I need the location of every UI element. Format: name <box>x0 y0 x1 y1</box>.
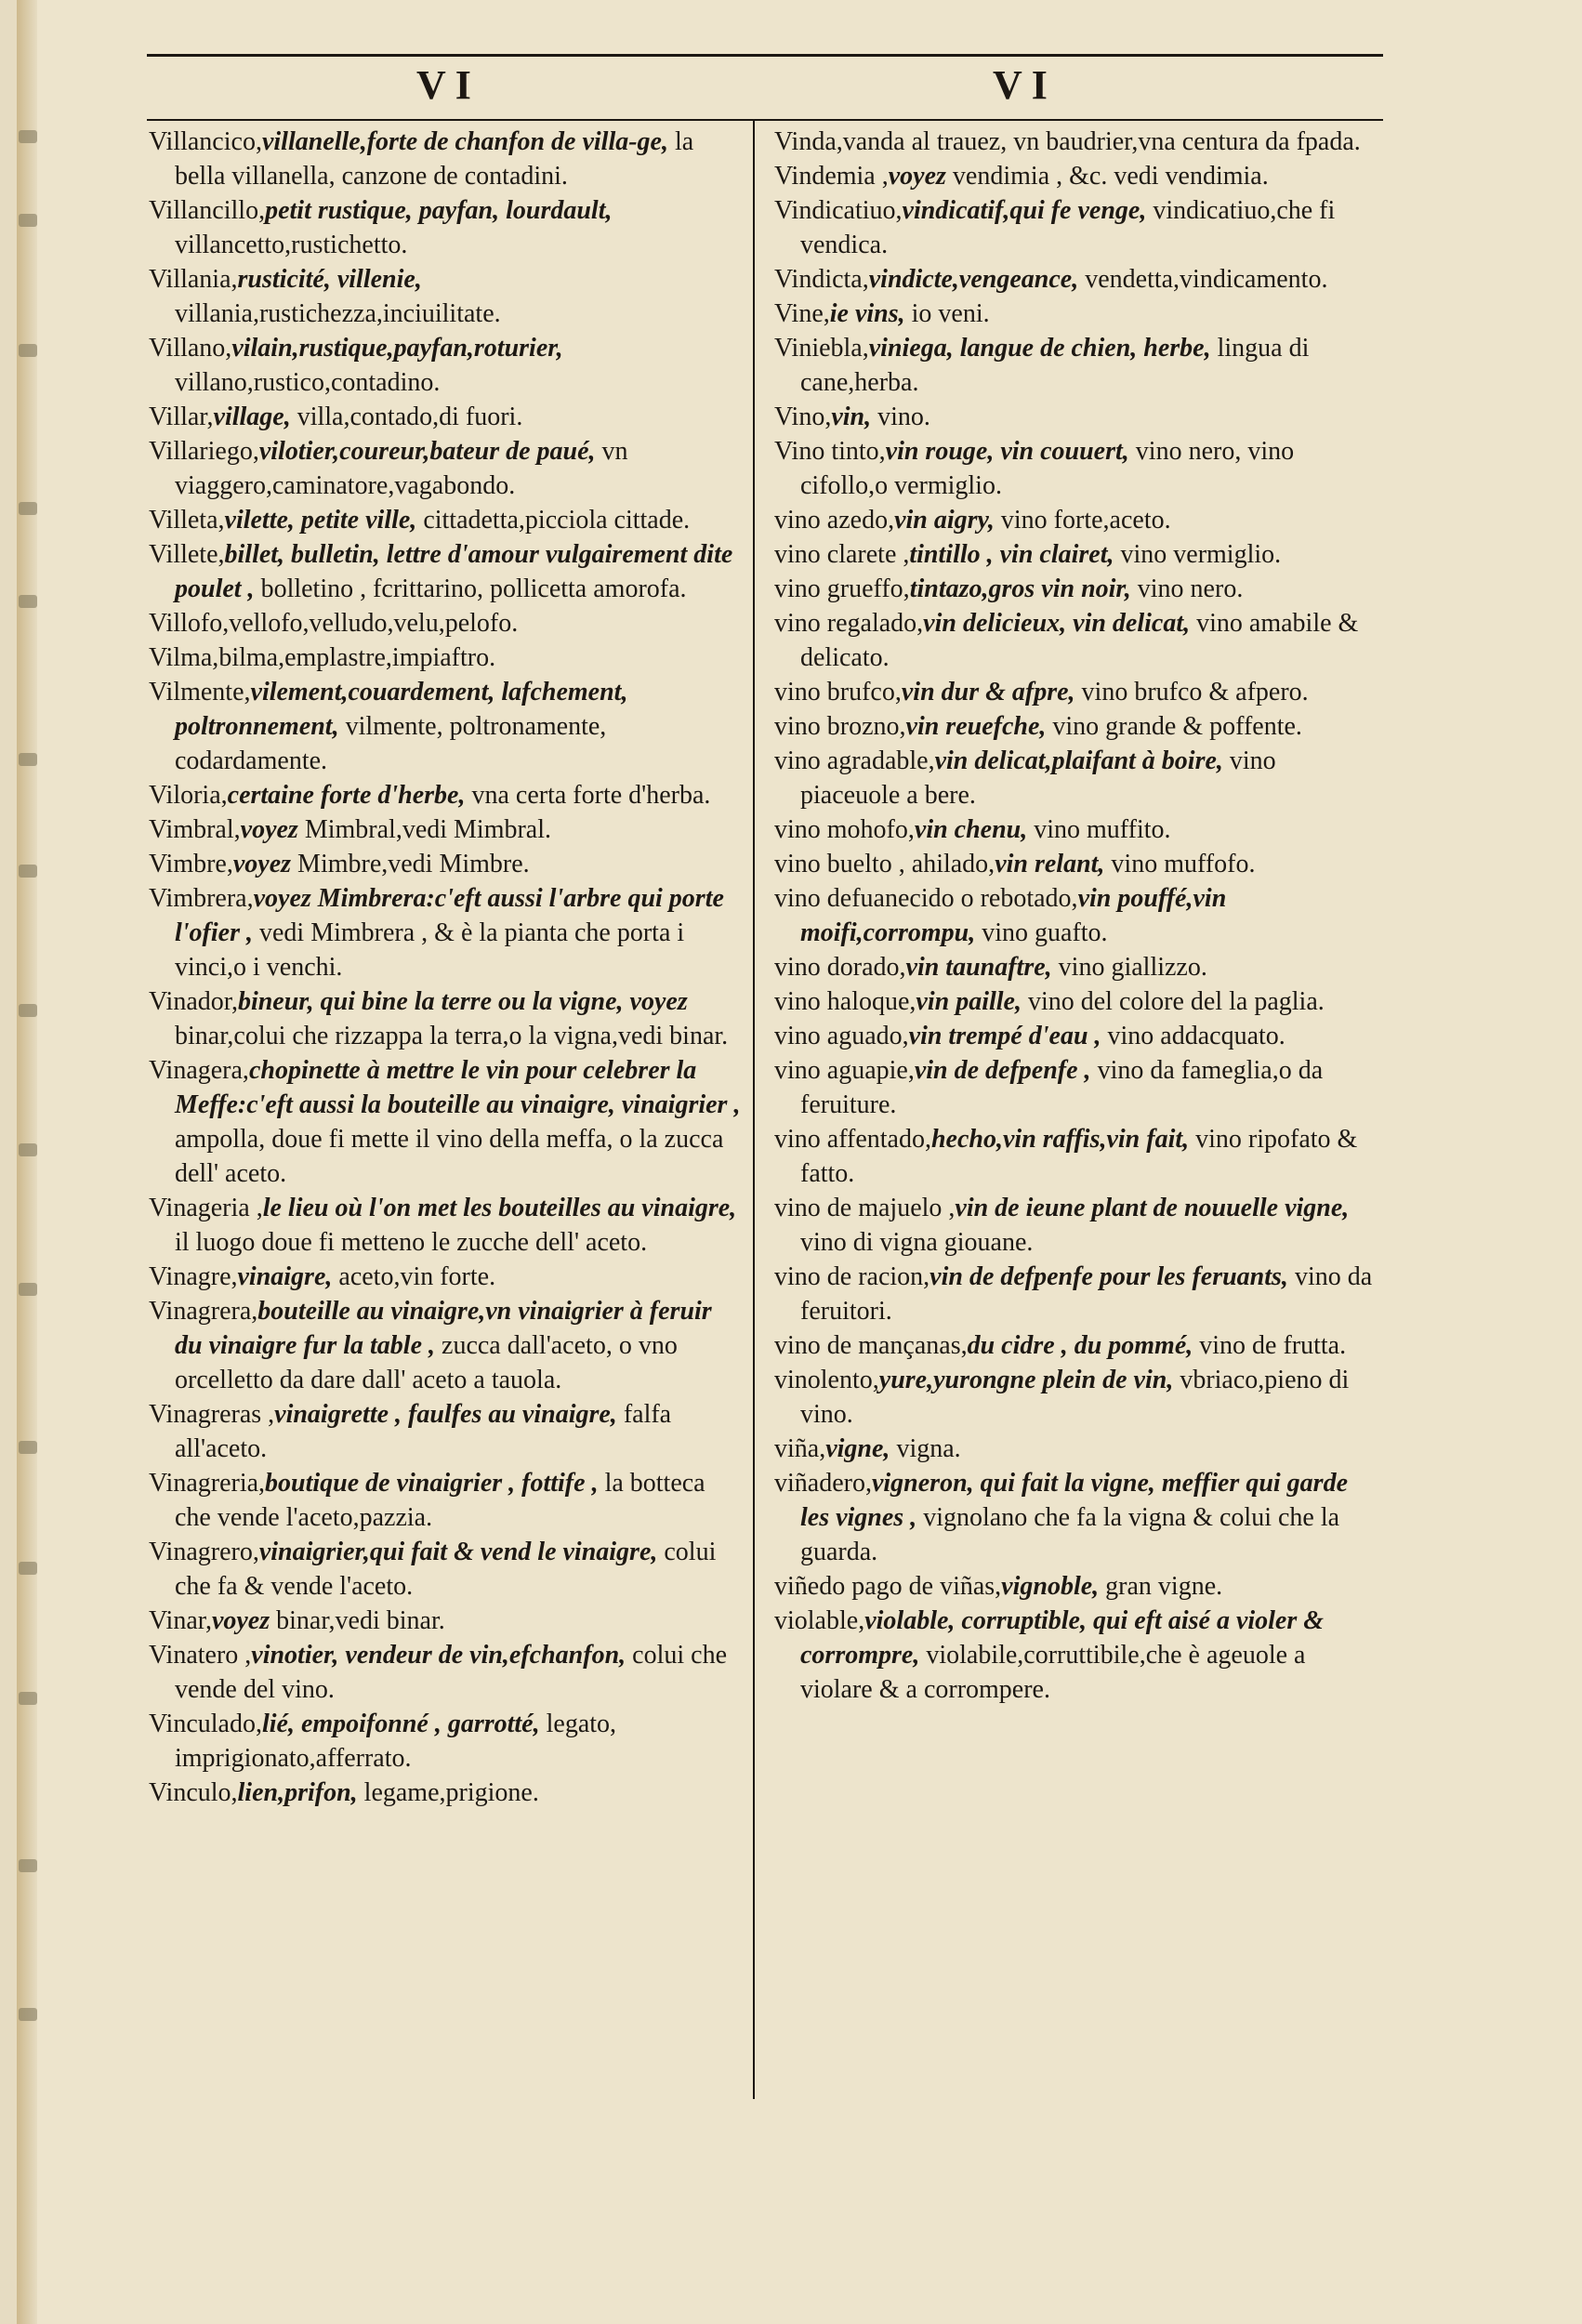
entry-french-gloss: vinotier, vendeur de vin,efchanfon, <box>251 1641 626 1670</box>
right-column <box>774 125 1378 1707</box>
entry-french-gloss: vilotier,coureur,bateur de paué, <box>258 437 596 466</box>
dictionary-entry <box>774 709 1378 744</box>
entry-french-gloss: vin, <box>831 403 872 431</box>
entry-french-gloss: vin paille, <box>916 987 1022 1016</box>
entry-headword: Vino tinto, <box>774 437 886 466</box>
dictionary-entry <box>774 1053 1378 1122</box>
entry-italian-gloss: ampolla, doue fi mette il vino della meffa, o la zucca dell' aceto. <box>175 1125 724 1188</box>
entry-headword: Vinagreras , <box>149 1400 275 1429</box>
dictionary-entry <box>774 434 1378 503</box>
dictionary-entry <box>774 1432 1378 1466</box>
dictionary-entry <box>149 331 744 400</box>
entry-headword: Vindicta, <box>774 265 869 294</box>
entry-italian-gloss: vino da fameglia,o da feruiture. <box>800 1056 1324 1119</box>
entry-french-gloss: vin de ieune plant de nouuelle vigne, <box>955 1194 1350 1222</box>
dictionary-entry <box>774 606 1378 675</box>
entry-french-gloss: vin aigry, <box>894 506 995 535</box>
entry-italian-gloss: vino addacquato. <box>1101 1022 1285 1050</box>
entry-french-gloss: bineur, qui bine la terre ou la vigne, voyez <box>237 987 688 1016</box>
dictionary-entry <box>149 778 744 812</box>
entry-headword: Villofo, <box>149 609 230 638</box>
entry-headword: Vinculado, <box>149 1710 262 1738</box>
entry-italian-gloss: vino guafto. <box>975 918 1108 947</box>
entry-italian-gloss: il luogo doue fi metteno le zucche dell' aceto. <box>175 1228 648 1257</box>
entry-italian-gloss: vino amabile & delicato. <box>800 609 1359 672</box>
entry-italian-gloss: villano,rustico,contadino. <box>175 368 441 397</box>
entry-french-gloss: vinaigrier,qui fait & vend le vinaigre, <box>258 1538 658 1566</box>
dictionary-entry <box>149 262 744 331</box>
entry-italian-gloss: vino forte,aceto. <box>994 506 1171 535</box>
entry-italian-gloss: legame,prigione. <box>357 1778 539 1807</box>
entry-headword: Vinagrera, <box>149 1297 258 1326</box>
entry-italian-gloss: vino da feruitori. <box>800 1262 1373 1326</box>
dictionary-entry <box>149 1466 744 1535</box>
entry-headword: vino azedo, <box>774 506 895 535</box>
entry-italian-gloss: vino muffito. <box>1027 815 1171 844</box>
dictionary-entry <box>149 1604 744 1638</box>
entry-italian-gloss: falfa all'aceto. <box>175 1400 672 1463</box>
dictionary-entry <box>774 125 1378 159</box>
entry-headword: Vino, <box>774 403 832 431</box>
entry-french-gloss: vigneron, qui fait la vigne, meffier qui garde les vignes , <box>800 1469 1348 1532</box>
entry-french-gloss: ie vins, <box>829 299 905 328</box>
dictionary-entry <box>149 1535 744 1604</box>
entry-headword: Vinageria , <box>149 1194 263 1222</box>
entry-french-gloss: vin pouffé,vin moifi,corrompu, <box>800 884 1227 947</box>
entry-italian-gloss: cittadetta,picciola cittade. <box>416 506 691 535</box>
entry-french-gloss: voyez <box>232 850 292 878</box>
entry-headword: vinolento, <box>774 1366 879 1394</box>
entry-headword: Vinculo, <box>149 1778 238 1807</box>
entry-headword: Villete, <box>149 540 225 569</box>
entry-italian-gloss: legato, imprigionato,afferrato. <box>175 1710 617 1773</box>
dictionary-entry <box>774 1328 1378 1363</box>
entry-italian-gloss: zucca dall'aceto, o vno orcelletto da dare dall' aceto a tauola. <box>175 1331 678 1394</box>
dictionary-entry <box>774 297 1378 331</box>
entry-french-gloss: voyez <box>888 162 946 191</box>
dictionary-entry <box>149 400 744 434</box>
dictionary-entry <box>774 675 1378 709</box>
entry-italian-gloss: vellofo,velludo,velu,pelofo. <box>229 609 519 638</box>
entry-french-gloss: vin chenu, <box>914 815 1028 844</box>
entry-italian-gloss: bilma,emplastre,impiaftro. <box>218 643 496 672</box>
entry-headword: vino clarete , <box>774 540 910 569</box>
entry-french-gloss: voyez <box>240 815 298 844</box>
left-column <box>149 125 744 1810</box>
entry-french-gloss: tintazo,gros vin noir, <box>909 574 1131 603</box>
entry-headword: Vilmente, <box>149 678 251 706</box>
entry-headword: vino haloque, <box>774 987 916 1016</box>
entry-french-gloss: vilain,rustique,payfan,roturier, <box>231 334 563 363</box>
dictionary-entry <box>774 847 1378 881</box>
entry-headword: vino brozno, <box>774 712 906 741</box>
dictionary-entry <box>774 1260 1378 1328</box>
entry-headword: vino de majuelo , <box>774 1194 956 1222</box>
entry-italian-gloss: vino muffofo. <box>1104 850 1256 878</box>
entry-french-gloss: vin relant, <box>995 850 1105 878</box>
entry-french-gloss: lien,prifon, <box>237 1778 358 1807</box>
entry-italian-gloss: vino giallizzo. <box>1051 953 1207 982</box>
entry-italian-gloss: vendetta,vindicamento. <box>1078 265 1328 294</box>
entry-italian-gloss: binar,colui che rizzappa la terra,o la vigna,vedi binar. <box>175 1022 729 1050</box>
entry-headword: Villania, <box>149 265 238 294</box>
dictionary-entry <box>149 675 744 778</box>
dictionary-entry <box>774 193 1378 262</box>
entry-french-gloss: billet, bulletin, lettre d'amour vulgairement dite poulet , <box>175 540 733 603</box>
entry-headword: Vinagre, <box>149 1262 238 1291</box>
entry-french-gloss: vigne, <box>825 1434 890 1463</box>
entry-french-gloss: villanelle,forte de chanfon de villa-ge, <box>261 127 668 156</box>
entry-headword: vino aguapie, <box>774 1056 915 1085</box>
entry-headword: Villano, <box>149 334 232 363</box>
dictionary-entry <box>774 984 1378 1019</box>
book-page <box>17 0 1582 2324</box>
dictionary-entry <box>149 434 744 503</box>
entry-french-gloss: vignoble, <box>1001 1572 1100 1601</box>
dictionary-entry <box>149 1053 744 1191</box>
entry-headword: vino brufco, <box>774 678 902 706</box>
entry-headword: Vinar, <box>149 1606 212 1635</box>
dictionary-entry <box>149 1638 744 1707</box>
entry-french-gloss: village, <box>213 403 291 431</box>
entry-italian-gloss: vino di vigna giouane. <box>800 1228 1034 1257</box>
entry-headword: Villar, <box>149 403 214 431</box>
entry-french-gloss: chopinette à mettre le vin pour celebrer la Meffe:c'eft aussi la bouteille au vinaigre, vinaigrier , <box>175 1056 741 1119</box>
entry-french-gloss: vindicatif,qui fe venge, <box>902 196 1147 225</box>
entry-french-gloss: petit rustique, payfan, lourdault, <box>265 196 613 225</box>
dictionary-entry <box>774 262 1378 297</box>
entry-headword: Vilma, <box>149 643 219 672</box>
entry-italian-gloss: aceto,vin forte. <box>332 1262 496 1291</box>
running-head-right: VI <box>993 62 1057 108</box>
entry-headword: Vinagrero, <box>149 1538 259 1566</box>
dictionary-entry <box>149 847 744 881</box>
entry-italian-gloss: vino del colore del la paglia. <box>1021 987 1325 1016</box>
entry-headword: vino aguado, <box>774 1022 909 1050</box>
entry-headword: vino de mançanas, <box>774 1331 968 1360</box>
entry-italian-gloss: vino nero. <box>1130 574 1244 603</box>
dictionary-entry <box>149 1191 744 1260</box>
entry-italian-gloss: Mimbral,vedi Mimbral. <box>297 815 552 844</box>
dictionary-entry <box>774 881 1378 950</box>
entry-italian-gloss: binar,vedi binar. <box>270 1606 445 1635</box>
dictionary-entry <box>774 1604 1378 1707</box>
entry-french-gloss: voyez <box>211 1606 270 1635</box>
dictionary-entry <box>149 812 744 847</box>
dictionary-entry <box>149 1260 744 1294</box>
entry-italian-gloss: vino. <box>871 403 930 431</box>
entry-headword: vino affentado, <box>774 1125 931 1154</box>
entry-headword: Villeta, <box>149 506 225 535</box>
entry-headword: vino de racion, <box>774 1262 930 1291</box>
entry-french-gloss: vindicte,vengeance, <box>868 265 1079 294</box>
entry-italian-gloss: vino piaceuole a bere. <box>800 746 1276 810</box>
dictionary-entry <box>774 744 1378 812</box>
entry-italian-gloss: vignolano che fa la vigna & colui che la guarda. <box>800 1503 1340 1566</box>
dictionary-entry <box>774 1191 1378 1260</box>
entry-italian-gloss: vedi Mimbrera , & è la pianta che porta i vinci,o i venchi. <box>175 918 685 982</box>
entry-italian-gloss: vindicatiuo,che fi vendica. <box>800 196 1336 259</box>
running-head-left: VI <box>416 62 481 108</box>
dictionary-entry <box>774 159 1378 193</box>
entry-french-gloss: voyez Mimbrera:c'eft aussi l'arbre qui porte l'ofier , <box>175 884 724 947</box>
entry-french-gloss: vin delicat,plaifant à boire, <box>934 746 1223 775</box>
entry-italian-gloss: vino ripofato & fatto. <box>800 1125 1358 1188</box>
entry-headword: Vimbrera, <box>149 884 254 913</box>
entry-french-gloss: lié, empoifonné , garrotté, <box>261 1710 540 1738</box>
entry-headword: Vine, <box>774 299 830 328</box>
column-divider <box>753 119 755 2099</box>
entry-italian-gloss: colui che fa & vende l'aceto. <box>175 1538 717 1601</box>
dictionary-entry <box>774 331 1378 400</box>
entry-french-gloss: vinaigre, <box>237 1262 333 1291</box>
entry-italian-gloss: vino nero, vino cifollo,o vermiglio. <box>800 437 1295 500</box>
dictionary-entry <box>149 1707 744 1776</box>
entry-french-gloss: vin trempé d'eau , <box>908 1022 1101 1050</box>
entry-french-gloss: boutique de vinaigrier , fottife , <box>265 1469 599 1498</box>
entry-french-gloss: vin de defpenfe pour les feruants, <box>929 1262 1288 1291</box>
dictionary-entry <box>149 125 744 193</box>
entry-french-gloss: vin reuefche, <box>905 712 1047 741</box>
dictionary-entry <box>149 503 744 537</box>
entry-headword: vino mohofo, <box>774 815 915 844</box>
dictionary-entry <box>149 606 744 640</box>
entry-french-gloss: rusticité, villenie, <box>237 265 422 294</box>
entry-italian-gloss: la bella villanella, canzone de contadini. <box>175 127 694 191</box>
dictionary-entry <box>774 400 1378 434</box>
entry-french-gloss: certaine forte d'herbe, <box>227 781 466 810</box>
header-rule-bottom <box>147 119 1383 121</box>
margin-bleed-marks <box>17 112 45 2157</box>
entry-italian-gloss: vino vermiglio. <box>1114 540 1282 569</box>
entry-italian-gloss: vendimia , &c. vedi vendimia. <box>945 162 1269 191</box>
entry-italian-gloss: violabile,corruttibile,che è ageuole a violare & a corrompere. <box>800 1641 1306 1704</box>
entry-french-gloss: vin rouge, vin couuert, <box>885 437 1129 466</box>
entry-headword: Vinatero , <box>149 1641 252 1670</box>
entry-french-gloss: tintillo , vin clairet, <box>909 540 1114 569</box>
entry-italian-gloss: vbriaco,pieno di vino. <box>800 1366 1350 1429</box>
entry-french-gloss: vin de defpenfe , <box>914 1056 1091 1085</box>
entry-french-gloss: vilette, petite ville, <box>224 506 417 535</box>
dictionary-entry <box>774 1363 1378 1432</box>
entry-italian-gloss: villania,rustichezza,inciuilitate. <box>175 299 501 328</box>
entry-italian-gloss: villa,contado,di fuori. <box>290 403 523 431</box>
entry-french-gloss: du cidre , du pommé, <box>967 1331 1193 1360</box>
entry-headword: viña, <box>774 1434 826 1463</box>
entry-headword: Villancico, <box>149 127 262 156</box>
dictionary-entry <box>774 572 1378 606</box>
entry-headword: Vindicatiuo, <box>774 196 903 225</box>
dictionary-entry <box>774 1569 1378 1604</box>
entry-italian-gloss: vna certa forte d'herba. <box>465 781 711 810</box>
entry-headword: vino grueffo, <box>774 574 910 603</box>
entry-italian-gloss: Mimbre,vedi Mimbre. <box>291 850 530 878</box>
entry-italian-gloss: bolletino , fcrittarino, pollicetta amorofa. <box>254 574 687 603</box>
dictionary-entry <box>774 1122 1378 1191</box>
entry-headword: Viniebla, <box>774 334 869 363</box>
entry-italian-gloss: vn viaggero,caminatore,vagabondo. <box>175 437 628 500</box>
entry-headword: vino dorado, <box>774 953 906 982</box>
entry-italian-gloss: vanda al trauez, vn baudrier,vna centura da fpada. <box>842 127 1361 156</box>
entry-italian-gloss: io veni. <box>904 299 990 328</box>
dictionary-entry <box>149 1397 744 1466</box>
entry-headword: vino defuanecido o rebotado, <box>774 884 1078 913</box>
dictionary-entry <box>774 503 1378 537</box>
entry-italian-gloss: vigna. <box>890 1434 961 1463</box>
entry-italian-gloss: gran vigne. <box>1099 1572 1223 1601</box>
entry-italian-gloss: colui che vende del vino. <box>175 1641 727 1704</box>
entry-headword: violable, <box>774 1606 865 1635</box>
header-rule-top <box>147 54 1383 57</box>
entry-headword: Vinagreria, <box>149 1469 266 1498</box>
entry-italian-gloss: lingua di cane,herba. <box>800 334 1310 397</box>
entry-french-gloss: bouteille au vinaigre,vn vinaigrier à feruir du vinaigre fur la table , <box>175 1297 712 1360</box>
entry-headword: viñadero, <box>774 1469 872 1498</box>
entry-italian-gloss: vino brufco & afpero. <box>1074 678 1309 706</box>
entry-headword: Villancillo, <box>149 196 266 225</box>
dictionary-entry <box>149 984 744 1053</box>
entry-french-gloss: violable, corruptible, qui eft aisé a violer & corrompre, <box>800 1606 1325 1670</box>
entry-french-gloss: vin taunaftre, <box>905 953 1052 982</box>
entry-french-gloss: vinaigrette , faulfes au vinaigre, <box>274 1400 617 1429</box>
entry-french-gloss: vilement,couardement, lafchement, poltronnement, <box>175 678 628 741</box>
entry-headword: Vinda, <box>774 127 843 156</box>
entry-french-gloss: vin delicieux, vin delicat, <box>923 609 1191 638</box>
entry-headword: Villariego, <box>149 437 259 466</box>
entry-french-gloss: vin dur & afpre, <box>901 678 1075 706</box>
entry-headword: vino agradable, <box>774 746 935 775</box>
dictionary-entry <box>149 537 744 606</box>
entry-headword: Vimbral, <box>149 815 241 844</box>
entry-french-gloss: le lieu où l'on met les bouteilles au vinaigre, <box>262 1194 737 1222</box>
entry-french-gloss: hecho,vin raffis,vin fait, <box>930 1125 1190 1154</box>
entry-headword: Vinador, <box>149 987 238 1016</box>
dictionary-entry <box>774 1466 1378 1569</box>
entry-headword: vino buelto , ahilado, <box>774 850 995 878</box>
dictionary-entry <box>774 537 1378 572</box>
dictionary-entry <box>149 881 744 984</box>
entry-headword: Vimbre, <box>149 850 233 878</box>
dictionary-entry <box>774 812 1378 847</box>
entry-headword: vino regalado, <box>774 609 924 638</box>
dictionary-entry <box>149 1294 744 1397</box>
entry-italian-gloss: villancetto,rustichetto. <box>175 231 408 259</box>
entry-french-gloss: yure,yurongne plein de vin, <box>878 1366 1174 1394</box>
dictionary-entry <box>149 1776 744 1810</box>
entry-italian-gloss: vino grande & poffente. <box>1046 712 1302 741</box>
entry-italian-gloss: vilmente, poltronamente, codardamente. <box>175 712 607 775</box>
dictionary-entry <box>149 193 744 262</box>
dictionary-entry <box>149 640 744 675</box>
entry-italian-gloss: vino de frutta. <box>1193 1331 1347 1360</box>
entry-headword: Vinagera, <box>149 1056 249 1085</box>
entry-italian-gloss: la botteca che vende l'aceto,pazzia. <box>175 1469 705 1532</box>
dictionary-entry <box>774 950 1378 984</box>
entry-headword: Viloria, <box>149 781 228 810</box>
entry-headword: viñedo pago de viñas, <box>774 1572 1002 1601</box>
entry-headword: Vindemia , <box>774 162 889 191</box>
dictionary-entry <box>774 1019 1378 1053</box>
entry-french-gloss: viniega, langue de chien, herbe, <box>868 334 1211 363</box>
